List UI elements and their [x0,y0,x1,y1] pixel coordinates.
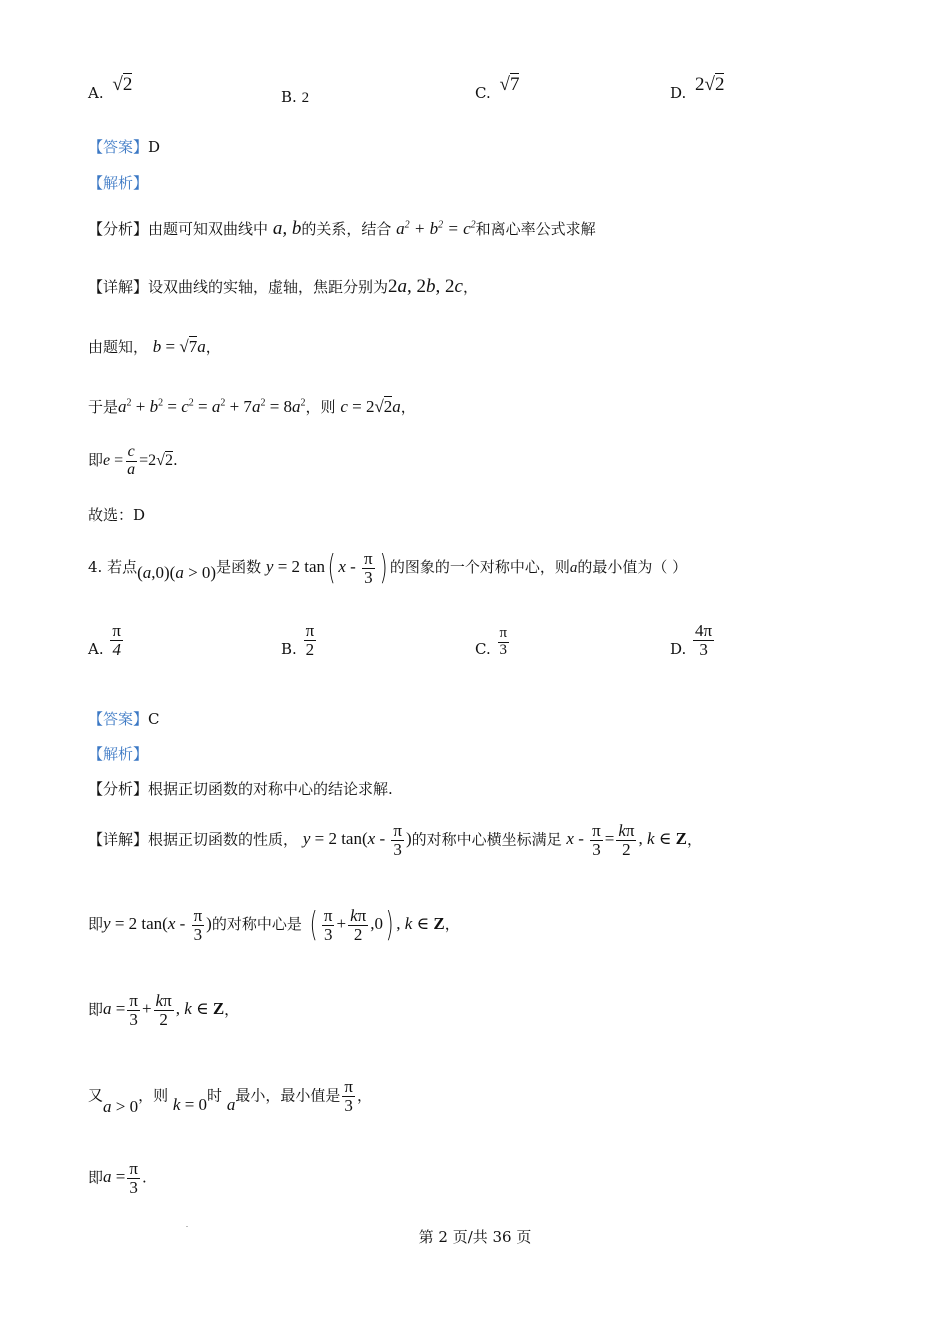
math-a: a = $\frac{\pi}{3}$ + $\frac{k\pi}{2}$ , k ∈ Z [103,991,225,1029]
math-ab: a, b [272,218,302,239]
step-text: 最小，最小值是 [235,1086,341,1105]
step-text: 又 [88,1086,104,1105]
option-label: C. [475,640,491,659]
fenxi-text: 由题可知双曲线中 [148,220,269,238]
numerator: 4π [695,621,713,640]
fenxi-tag: 【分析】 [88,780,149,798]
option-fraction [693,622,714,659]
option-value: 2 [301,90,310,106]
q4-answer-line [88,708,160,729]
q4-stem [88,548,687,588]
fenxi-text: 和离心率公式求解 [475,220,596,238]
q4-option-c [475,626,511,659]
detail-text: 的对称中心横坐标满足 [411,830,562,849]
step-text: 即 [88,1000,104,1019]
q3-option-d [670,74,725,104]
step-text: 即 [88,914,104,933]
punct: ， [462,278,478,296]
option-label: B. [281,88,297,106]
math-point: (a,0)(a > 0) [137,562,217,582]
punct: ， [686,830,702,849]
math-sum: $a^2 + b^2 = c^2 = a^2 + 7a^2 = 8a^2$ [118,397,306,416]
step-text: 的对称中心是 [211,914,302,933]
answer-value: C [148,710,160,728]
detail-tag: 【详解】 [88,830,149,849]
q4-detail [88,822,702,859]
option-fraction [304,622,317,659]
q3-analysis-tag: 【解析】 [88,174,149,192]
option-value: √2 [112,74,133,95]
step-text: ，则 [138,1086,169,1105]
denominator: 3 [499,641,508,658]
math-e: e = $\frac{c}{a}$ =2√2 [103,443,173,478]
q3-step3 [88,444,178,479]
detail-tag: 【详解】 [88,278,149,296]
math-a: a = $\frac{\pi}{3}$ [103,1159,138,1197]
math-cond2: k = 0 [172,1095,208,1115]
step-text: ，则 [305,398,336,416]
q3-answer-line [88,136,160,157]
q4-option-d [670,622,716,659]
option-label: B. [281,640,297,659]
fenxi-tag: 【分析】 [88,220,149,238]
q4-analysis-tag: 【解析】 [88,745,149,763]
punct: ， [356,1086,372,1105]
detail-text: 根据正切函数的性质， [148,830,299,849]
step-text: 于是 [88,398,119,416]
step-text: 即 [88,450,104,469]
option-fraction [498,626,510,659]
stem-text: 是函数 [216,557,262,576]
q4-option-a [88,622,125,659]
q4-step1 [88,905,460,945]
math-func: y = 2 tan(x - $\frac{\pi}{3}$ ) [103,905,212,944]
math-var: a [569,559,578,576]
punct: ， [444,914,460,933]
math-cond1: a > 0 [103,1097,139,1117]
math-pythag: $a^2 + b^2 = c^2$ [396,219,476,238]
q4-step3 [88,1078,372,1115]
math-min: $\frac{\pi}{3}$ [344,1077,353,1115]
q4-step2 [88,992,239,1029]
step-text: 由题知， [88,338,149,356]
fenxi-text: 的关系，结合 [301,220,392,238]
math-cond: x - $\frac{\pi}{3}$ = $\frac{k\pi}{2}$ , k ∈ Z [566,821,687,859]
step-text: 即 [88,1168,104,1187]
denominator: 2 [305,639,315,659]
stem-text: 的图象的一个对称中心，则 [389,557,570,576]
step-text: 时 [207,1086,223,1105]
option-label: A. [88,640,104,659]
numerator: π [499,625,508,641]
denominator: 4 [112,639,121,659]
option-label: A. [88,84,104,102]
punct: . [141,1168,147,1187]
option-value: √7 [499,74,520,95]
q3-detail [88,276,478,298]
numerator: π [112,621,121,640]
page-footer: 第 2 页/共 36 页 [418,1228,532,1246]
question-number: 4. 若点 [88,557,138,576]
q4-option-b [281,622,318,659]
detail-text: 设双曲线的实轴，虚轴，焦距分别为 [148,278,389,296]
math-var: a [226,1095,236,1115]
answer-tag: 【答案】 [88,138,149,156]
q3-conclusion: 故选：D [88,506,146,524]
option-label: D. [670,84,687,102]
q3-fenxi [88,218,596,240]
option-fraction [110,622,123,659]
q3-step1 [88,336,221,357]
answer-tag: 【答案】 [88,710,149,728]
math-func: y = 2 tan( x - $\frac{\pi}{3}$ ) [265,548,388,588]
fenxi-text: 根据正切函数的对称中心的结论求解. [148,780,393,798]
answer-value: D [148,138,161,156]
stem-text: 的最小值为（ ） [577,557,688,576]
numerator: π [305,621,315,640]
punct: ， [224,1000,240,1019]
q4-step4 [88,1160,147,1197]
punct: ， [400,398,416,416]
denominator: 3 [699,639,708,659]
option-label: D. [670,640,687,659]
option-value: 2√2 [695,74,725,95]
punct: . [172,450,178,469]
q4-fenxi [88,778,393,799]
q3-option-a [88,74,133,104]
q3-step2 [88,396,416,417]
math-c: c = 2√2a [340,397,401,416]
math-b: b = √7a [152,337,206,356]
math-center: ( $\frac{\pi}{3}$ + $\frac{k\pi}{2}$ ,0) , k ∈ Z [309,905,445,945]
q3-option-c [475,74,520,104]
math-axes: 2a, 2b, 2c [388,276,463,297]
q3-option-b [281,88,309,107]
option-label: C. [475,84,491,102]
punct: ， [205,338,221,356]
math-func: y = 2 tan(x - $\frac{\pi}{3}$ ) [302,821,412,859]
